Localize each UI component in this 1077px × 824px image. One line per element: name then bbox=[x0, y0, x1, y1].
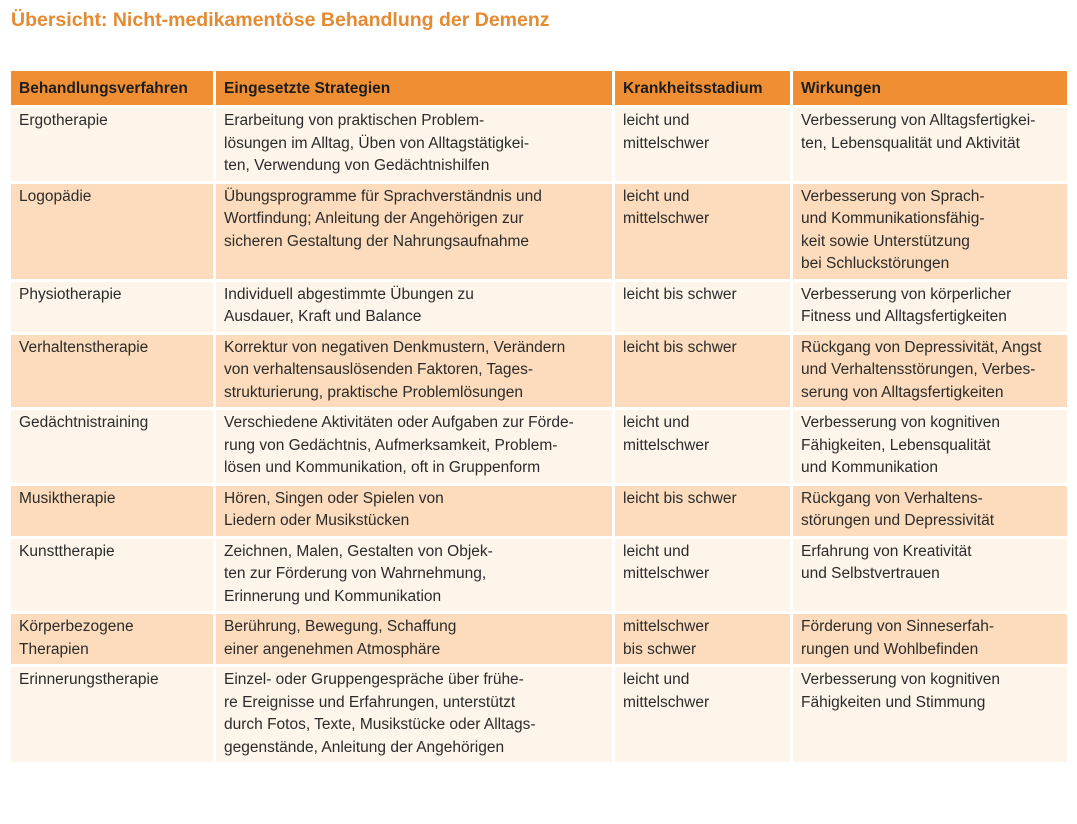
cell-text: leicht bis schwer bbox=[623, 285, 737, 303]
cell-verfahren bbox=[11, 282, 213, 332]
cell-text: Förderung von Sinneserfah- rungen und Wohlbefinden bbox=[801, 618, 995, 658]
cell-verfahren bbox=[11, 614, 213, 664]
cell-text: leicht und mittelschwer bbox=[623, 671, 710, 711]
table-row bbox=[11, 184, 1067, 279]
cell-text: Verbesserung von Sprach- und Kommunikationsfähig- keit sowie Unterstützung bei Schluckstörungen bbox=[801, 187, 985, 272]
cell-stadium bbox=[615, 335, 790, 408]
cell-verfahren bbox=[11, 335, 213, 408]
cell-wirkungen bbox=[793, 539, 1067, 612]
cell-text: Einzel- oder Gruppengespräche über frühe- re Ereignisse und Erfahrungen, unterstützt durch Fotos, Texte, Musikstücke oder Alltags- gegenstände, Anleitung der Angehörigen bbox=[224, 671, 536, 756]
table-row bbox=[11, 486, 1067, 536]
cell-strategien bbox=[216, 335, 612, 408]
cell-wirkungen bbox=[793, 108, 1067, 181]
cell-text: Verschiedene Aktivitäten oder Aufgaben zur Förde- rung von Gedächtnis, Aufmerksamkeit, Problem- lösen und Kommunikation, oft in Gruppenform bbox=[224, 414, 574, 476]
cell-stadium bbox=[615, 486, 790, 536]
cell-verfahren bbox=[11, 108, 213, 181]
cell-text: leicht und mittelschwer bbox=[623, 187, 710, 227]
cell-strategien bbox=[216, 539, 612, 612]
cell-strategien bbox=[216, 184, 612, 279]
cell-text: mittelschwer bis schwer bbox=[623, 618, 710, 658]
cell-verfahren bbox=[11, 410, 213, 483]
cell-text: Verbesserung von kognitiven Fähigkeiten, Lebensqualität und Kommunikation bbox=[801, 414, 1001, 476]
table-row bbox=[11, 539, 1067, 612]
cell-stadium bbox=[615, 184, 790, 279]
cell-wirkungen bbox=[793, 667, 1067, 762]
table-row bbox=[11, 614, 1067, 664]
cell-text: Ergotherapie bbox=[19, 112, 108, 129]
cell-text: leicht bis schwer bbox=[623, 338, 737, 356]
column-header-verfahren: Behandlungsverfahren bbox=[11, 71, 213, 105]
cell-wirkungen bbox=[793, 335, 1067, 408]
cell-text: Gedächtnistraining bbox=[19, 414, 149, 431]
cell-text: Körperbezogene Therapien bbox=[19, 618, 134, 658]
cell-text: Übungsprogramme für Sprachverständnis und Wortfindung; Anleitung der Angehörigen zur sicheren Gestaltung der Nahrungsaufnahme bbox=[224, 187, 542, 250]
cell-stadium bbox=[615, 410, 790, 483]
cell-text: leicht und mittelschwer bbox=[623, 542, 710, 582]
cell-wirkungen bbox=[793, 184, 1067, 279]
cell-verfahren bbox=[11, 539, 213, 612]
table-header-row bbox=[11, 71, 1067, 105]
cell-strategien bbox=[216, 282, 612, 332]
cell-stadium bbox=[615, 108, 790, 181]
cell-wirkungen bbox=[793, 486, 1067, 536]
table-row bbox=[11, 282, 1067, 332]
cell-stadium bbox=[615, 614, 790, 664]
cell-text: Kunsttherapie bbox=[19, 542, 115, 560]
cell-text: leicht und mittelschwer bbox=[623, 414, 710, 454]
cell-strategien bbox=[216, 614, 612, 664]
cell-text: Musiktherapie bbox=[19, 489, 116, 507]
table-row bbox=[11, 667, 1067, 762]
cell-text: Erinnerungstherapie bbox=[19, 671, 159, 688]
cell-stadium bbox=[615, 539, 790, 612]
cell-wirkungen bbox=[793, 410, 1067, 483]
table-row bbox=[11, 335, 1067, 408]
cell-text: Rückgang von Verhaltens- störungen und Depressivität bbox=[801, 489, 995, 529]
cell-stadium bbox=[615, 282, 790, 332]
cell-verfahren bbox=[11, 486, 213, 536]
cell-text: Verbesserung von Alltagsfertigkei- ten, Lebensqualität und Aktivität bbox=[801, 112, 1036, 152]
cell-text: Verbesserung von kognitiven Fähigkeiten und Stimmung bbox=[801, 671, 1001, 711]
cell-wirkungen bbox=[793, 614, 1067, 664]
cell-strategien bbox=[216, 108, 612, 181]
cell-text: Zeichnen, Malen, Gestalten von Objek- ten zur Förderung von Wahrnehmung, Erinnerung und Kommunikation bbox=[224, 542, 493, 605]
cell-verfahren bbox=[11, 667, 213, 762]
cell-stadium bbox=[615, 667, 790, 762]
column-header-wirkungen: Wirkungen bbox=[793, 71, 1067, 105]
cell-text: Logopädie bbox=[19, 187, 92, 205]
cell-text: Verhaltenstherapie bbox=[19, 338, 149, 356]
cell-strategien bbox=[216, 410, 612, 483]
cell-verfahren bbox=[11, 184, 213, 279]
table-row bbox=[11, 410, 1067, 483]
column-header-strategien: Eingesetzte Strategien bbox=[216, 71, 612, 105]
cell-text: Erarbeitung von praktischen Problem- lösungen im Alltag, Üben von Alltagstätigkei- ten, Verwendung von Gedächtnishilfen bbox=[224, 112, 530, 174]
treatment-table bbox=[8, 68, 1070, 765]
cell-strategien bbox=[216, 667, 612, 762]
cell-text: Berührung, Bewegung, Schaffung einer angenehmen Atmosphäre bbox=[224, 618, 457, 658]
cell-wirkungen bbox=[793, 282, 1067, 332]
cell-text: leicht bis schwer bbox=[623, 489, 737, 507]
cell-text: leicht und mittelschwer bbox=[623, 112, 710, 152]
cell-text: Rückgang von Depressivität, Angst und Verhaltensstörungen, Verbes- serung von Alltagsfertigkeiten bbox=[801, 338, 1042, 401]
cell-text: Verbesserung von körperlicher Fitness und Alltagsfertigkeiten bbox=[801, 285, 1012, 325]
cell-text: Erfahrung von Kreativität und Selbstvertrauen bbox=[801, 542, 972, 582]
cell-strategien bbox=[216, 486, 612, 536]
cell-text: Korrektur von negativen Denkmustern, Verändern von verhaltensauslösenden Faktoren, Tages- strukturierung, praktische Problemlösungen bbox=[224, 338, 566, 401]
column-header-stadium: Krankheitsstadium bbox=[615, 71, 790, 105]
page-title: Übersicht: Nicht-medikamentöse Behandlung der Demenz bbox=[11, 9, 550, 31]
cell-text: Physiotherapie bbox=[19, 285, 122, 303]
table-row bbox=[11, 108, 1067, 181]
cell-text: Individuell abgestimmte Übungen zu Ausdauer, Kraft und Balance bbox=[224, 285, 474, 325]
cell-text: Hören, Singen oder Spielen von Liedern oder Musikstücken bbox=[224, 489, 444, 529]
